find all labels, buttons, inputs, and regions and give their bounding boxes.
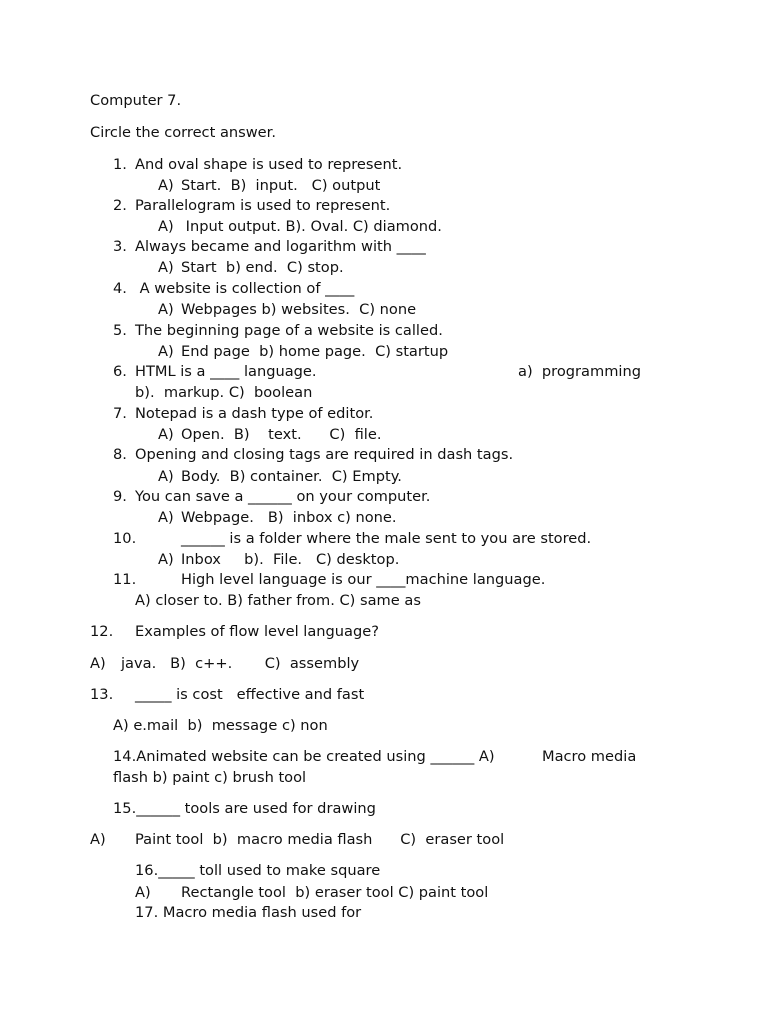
option-letter: A): [158, 218, 174, 235]
options-text: flash b) paint c) brush tool: [113, 769, 307, 786]
question-number: 8.: [113, 446, 127, 463]
question-number: 10.: [113, 530, 137, 547]
options-text: Webpages b) websites. C) none: [181, 301, 417, 318]
question-number: 2.: [113, 197, 127, 214]
options-text: Start. B) input. C) output: [181, 177, 381, 194]
question-text: The beginning page of a website is called.: [135, 322, 443, 339]
question-number: 11.: [113, 571, 137, 588]
option-letter: A): [158, 426, 174, 443]
question-text: Opening and closing tags are required in dash tags.: [135, 446, 514, 463]
options-text: A) closer to. B) father from. C) same as: [135, 592, 421, 609]
option-letter: A): [135, 884, 151, 901]
question-number: 5.: [113, 322, 127, 339]
question-number: 3.: [113, 238, 127, 255]
question-text: Parallelogram is used to represent.: [135, 197, 391, 214]
options-text: Input output. B). Oval. C) diamond.: [181, 218, 442, 235]
options-text: java. B) c++. C) assembly: [121, 655, 360, 672]
option-letter: A): [158, 259, 174, 276]
question-text: Notepad is a dash type of editor.: [135, 405, 374, 422]
options-text: a) programming: [518, 363, 641, 380]
option-letter: A): [90, 655, 106, 672]
options-text: Inbox b). File. C) desktop.: [181, 551, 400, 568]
question-text: Always became and logarithm with ____: [135, 238, 426, 255]
question-text: 15.______ tools are used for drawing: [113, 800, 376, 817]
question-text: ______ is a folder where the male sent to you are stored.: [181, 530, 592, 547]
options-text: Open. B) text. C) file.: [181, 426, 382, 443]
options-text: b). markup. C) boolean: [135, 384, 313, 401]
question-text: _____ is cost effective and fast: [135, 686, 365, 703]
question-text: 17. Macro media flash used for: [135, 904, 362, 921]
option-letter: A): [158, 301, 174, 318]
option-letter: A): [158, 551, 174, 568]
question-text: 14.Animated website can be created using ______ A): [113, 748, 495, 765]
question-text: You can save a ______ on your computer.: [135, 488, 431, 505]
question-number: 6.: [113, 363, 127, 380]
question-text: HTML is a ____ language.: [135, 363, 317, 380]
question-text: 16._____ toll used to make square: [135, 862, 381, 879]
options-text: Paint tool b) macro media flash C) eraser tool: [135, 831, 505, 848]
question-number: 7.: [113, 405, 127, 422]
instruction: Circle the correct answer.: [90, 124, 276, 141]
question-number: 13.: [90, 686, 114, 703]
question-number: 4.: [113, 280, 127, 297]
options-text: Rectangle tool b) eraser tool C) paint tool: [181, 884, 489, 901]
question-text: A website is collection of ____: [135, 280, 355, 297]
options-text: Webpage. B) inbox c) none.: [181, 509, 397, 526]
options-text: End page b) home page. C) startup: [181, 343, 449, 360]
question-number: 1.: [113, 156, 127, 173]
options-text: Body. B) container. C) Empty.: [181, 468, 402, 485]
options-text: Macro media: [542, 748, 637, 765]
question-number: 9.: [113, 488, 127, 505]
option-letter: A): [158, 509, 174, 526]
question-text: And oval shape is used to represent.: [135, 156, 403, 173]
option-letter: A): [158, 468, 174, 485]
option-letter: A): [158, 343, 174, 360]
option-letter: A): [158, 177, 174, 194]
options-text: A) e.mail b) message c) non: [113, 717, 328, 734]
question-text: Examples of flow level language?: [135, 623, 379, 640]
option-letter: A): [90, 831, 106, 848]
options-text: Start b) end. C) stop.: [181, 259, 344, 276]
question-text: High level language is our ____machine language.: [181, 571, 546, 588]
question-number: 12.: [90, 623, 114, 640]
worksheet-title: Computer 7.: [90, 92, 182, 109]
